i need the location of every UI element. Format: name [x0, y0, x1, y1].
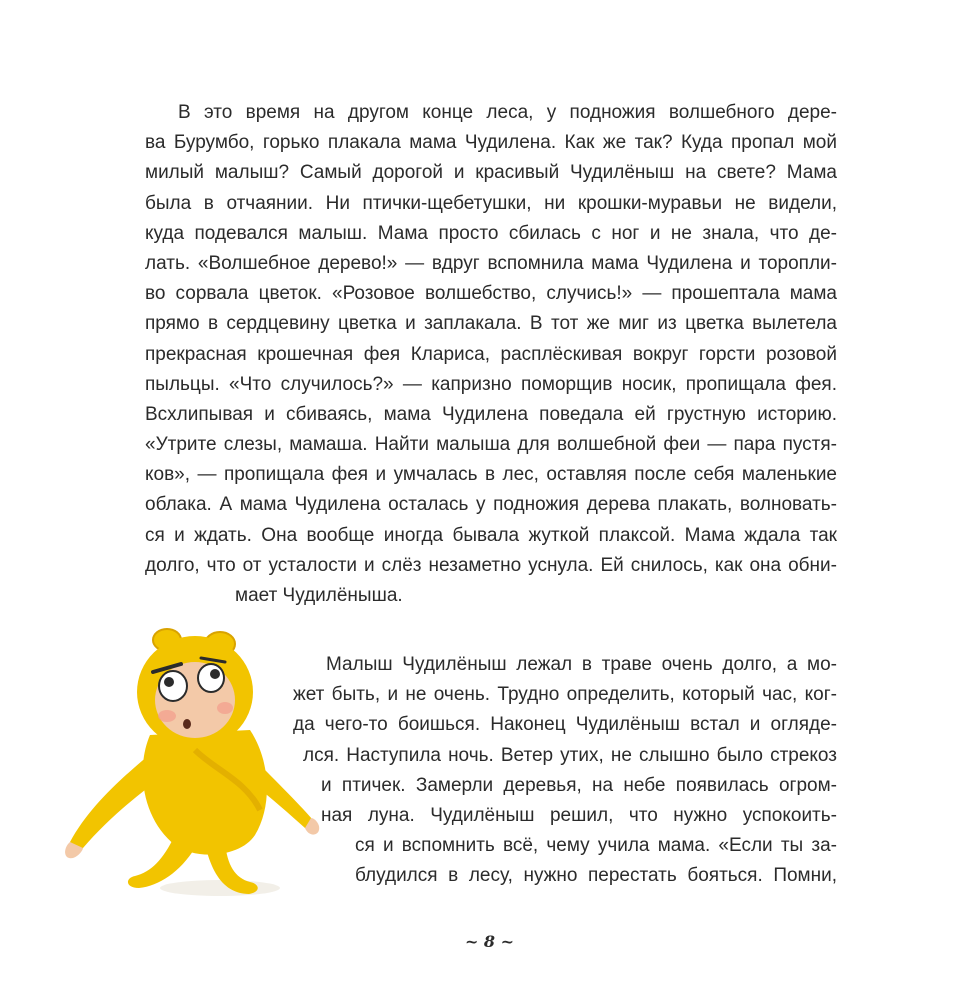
paragraph-1-line: «Утрите слезы, мамаша. Найти малыша для волшебной феи — пара пустя-: [145, 434, 837, 456]
paragraph-2-line: жет быть, и не очень. Трудно определить, который час, ког-: [293, 684, 837, 706]
paragraph-2-line: и птичек. Замерли деревья, на небе появилась огром-: [321, 774, 837, 796]
paragraph-1-line: пыльцы. «Что случилось?» — капризно поморщив носик, пропищала фея.: [145, 373, 837, 395]
paragraph-2: [293, 650, 837, 892]
paragraph-2-line: лся. Наступила ночь. Ветер утих, не слышно было стрекоз: [303, 744, 837, 766]
paragraph-1-line: лать. «Волшебное дерево!» — вдруг вспомнила мама Чудилена и торопли-: [145, 252, 837, 274]
paragraph-2-line: да чего-то боишься. Наконец Чудилёныш встал и огляде-: [293, 714, 837, 736]
paragraph-1-line: милый малыш? Самый дорогой и красивый Чудилёныш на свете? Мама: [145, 162, 837, 184]
paragraph-1-line: во сорвала цветок. «Розовое волшебство, случись!» — прошептала мама: [145, 283, 837, 305]
paragraph-1-line: Всхлипывая и сбиваясь, мама Чудилена поведала ей грустную историю.: [145, 403, 837, 425]
page-number: ~ 8 ~: [464, 932, 515, 951]
paragraph-1-line: была в отчаянии. Ни птички-щебетушки, ни крошки-муравьи не видели,: [145, 192, 837, 214]
paragraph-1-line: прекрасная крошечная фея Клариса, расплёскивая вокруг горсти розовой: [145, 343, 837, 365]
paragraph-1-line: ся и ждать. Она вообще иногда бывала жуткой плаксой. Мама ждала так: [145, 524, 837, 546]
paragraph-2-line: ся и вспомнить всё, чему учила мама. «Если ты за-: [355, 835, 837, 857]
paragraph-1-line: прямо в сердцевину цветка и заплакала. В тот же миг из цветка вылетела: [145, 313, 837, 335]
paragraph-1-line: ков», — пропищала фея и умчалась в лес, оставляя после себя маленькие: [145, 464, 837, 486]
paragraph-1-line: долго, что от усталости и слёз незаметно уснула. Ей снилось, как она обни-: [145, 554, 837, 576]
paragraph-1-line: облака. А мама Чудилена осталась у подножия дерева плакать, волновать-: [145, 494, 837, 516]
paragraph-2-line: блудился в лесу, нужно перестать бояться. Помни,: [355, 865, 837, 887]
paragraph-1-line: куда подевался малыш. Мама просто сбилась с ног и не знала, что де-: [145, 222, 837, 244]
paragraph-1: [145, 98, 837, 611]
paragraph-1-line: В это время на другом конце леса, у подножия волшебного дере-: [178, 102, 837, 123]
bear-costume-character-illustration: [55, 620, 325, 900]
paragraph-1-line: мает Чудилёныша.: [235, 585, 403, 606]
paragraph-1-line: ва Бурумбо, горько плакала мама Чудилена. Как же так? Куда пропал мой: [145, 132, 837, 154]
paragraph-2-line: Малыш Чудилёныш лежал в траве очень долго, а мо-: [326, 654, 837, 675]
paragraph-2-line: ная луна. Чудилёныш решил, что нужно успокоить-: [321, 804, 837, 826]
